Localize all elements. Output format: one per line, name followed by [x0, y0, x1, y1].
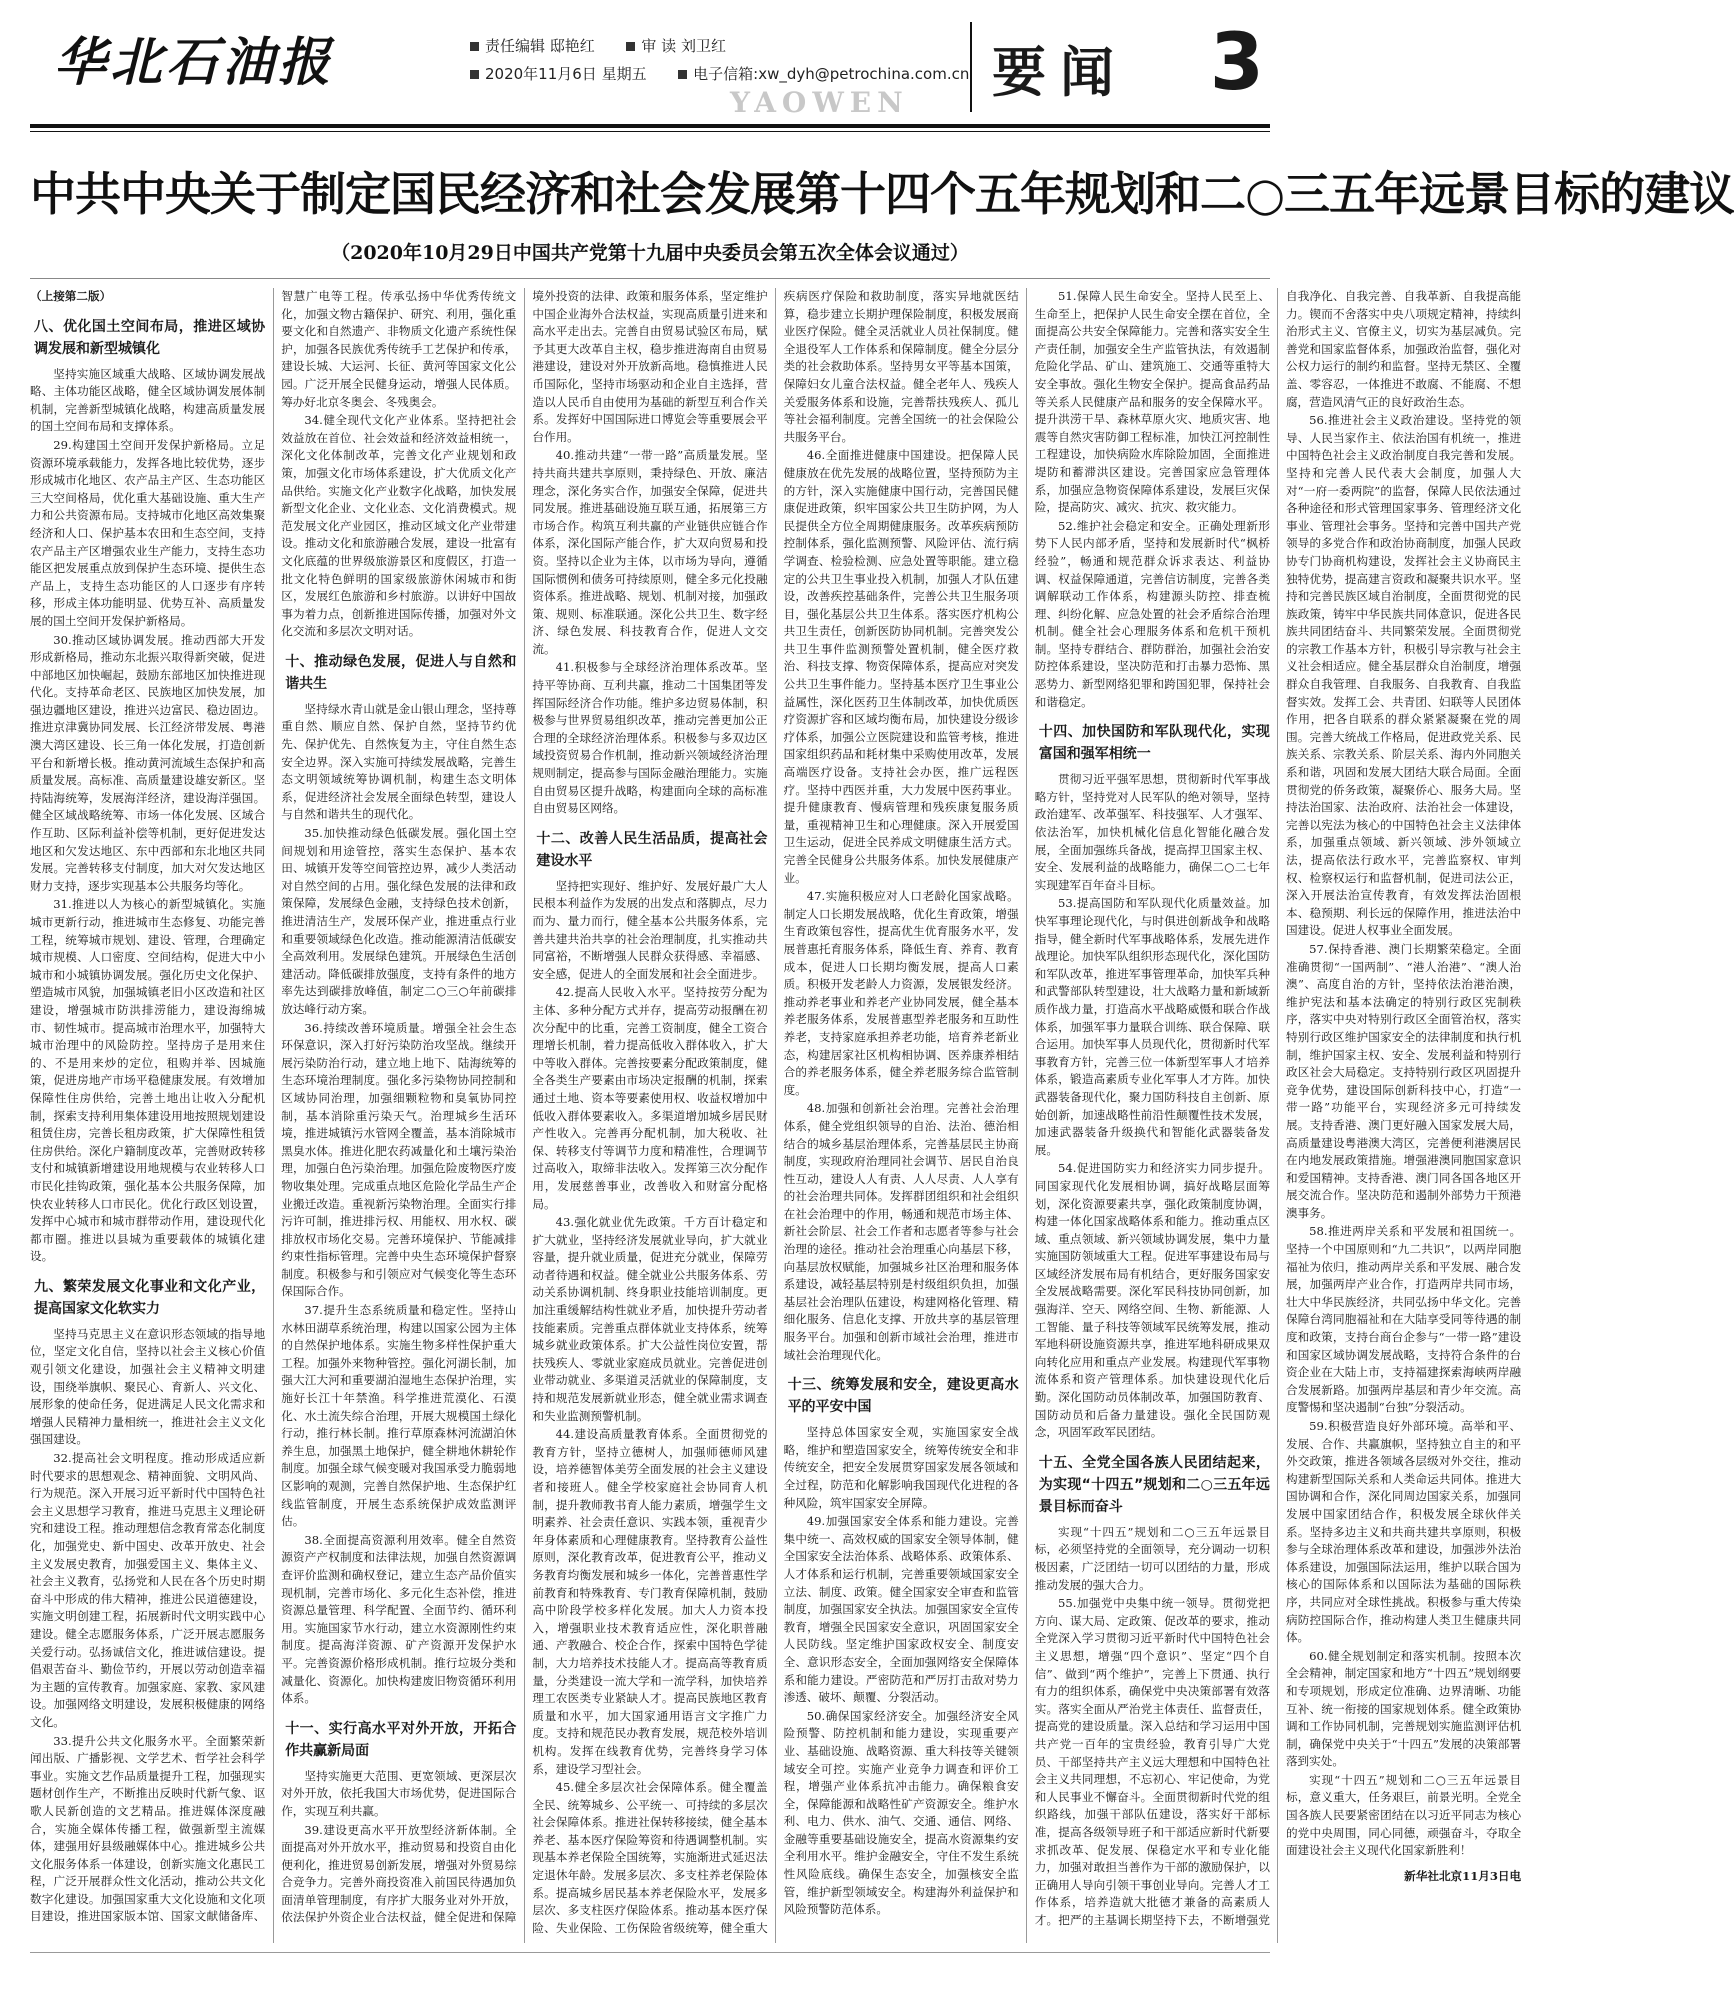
article-paragraph: 坚持总体国家安全观，实施国家安全战略，维护和塑造国家安全，统筹传统安全和非传统安全，把安全发展贯穿国家发展各领域和全过程，防范和化解影响我国现代化进程的各种风险，筑牢国家安全屏障。: [783, 1425, 1019, 1510]
article-paragraph: 36.持续改善环境质量。增强全社会生态环保意识，深入打好污染防治攻坚战。继续开展污染防治行动，建立地上地下、陆海统筹的生态环境治理制度。强化多污染物协同控制和区域协同治理，加强细颗粒物和臭氧协同控制，基本消除重污染天气。治理城乡生活环境，推进城镇污水管网全覆盖，基本消除城市黑臭水体。推进化肥农药减量化和土壤污染治理，加强白色污染治理。加强危险废物医疗废物收集处理。完成重点地区危险化学品生产企业搬迁改造。重视新污染物治理。全面实行排污许可制，推进排污权、用能权、用水权、碳排放权市场化交易。完善环境保护、节能减排约束性指标管理。完善中央生态环境保护督察制度。积极参与和引领应对气候变化等生态环保国际合作。: [281, 1020, 517, 1299]
section-heading: 九、繁荣发展文化事业和文化产业，提高国家文化软实力: [34, 1278, 266, 1317]
article-paragraph: 42.提高人民收入水平。坚持按劳分配为主体、多种分配方式并存，提高劳动报酬在初次分配中的比重，完善工资制度，健全工资合理增长机制，着力提高低收入群体收入，扩大中等收入群体。完善按要素分配政策制度，健全各类生产要素由市场决定报酬的机制，探索通过土地、资本等要素使用权、收益权增加中低收入群体要素收入。多渠道增加城乡居民财产性收入。完善再分配机制，加大税收、社保、转移支付等调节力度和精准性，合理调节过高收入，取缔非法收入。发挥第三次分配作用，发展慈善事业，改善收入和财富分配格局。: [532, 985, 768, 1211]
article-subhead: （2020年10月29日中国共产党第十九届中央委员会第五次全体会议通过）: [331, 242, 969, 264]
page-meta: [470, 32, 969, 88]
continued-note: （上接第二版）: [30, 289, 112, 303]
article-paragraph: 坚持马克思主义在意识形态领域的指导地位，坚定文化自信，坚持以社会主义核心价值观引领文化建设，加强社会主义精神文明建设，围绕举旗帜、聚民心、育新人、兴文化、展形象的使命任务，促进满足人民文化需求和增强人民精神力量相统一，推进社会主义文化强国建设。: [30, 1326, 266, 1447]
subhead-rule: [30, 278, 1270, 279]
masthead-rule-thin: [30, 131, 1270, 132]
footer-rule: [30, 1952, 1270, 1953]
article-paragraph: 53.提高国防和军队现代化质量效益。加快军事理论现代化，与时俱进创新战争和战略指导，健全新时代军事战略体系，发展先进作战理论。加快军队组织形态现代化，深化国防和军队改革，推进军事管理革命，加快军兵种和武警部队转型建设，壮大战略力量和新域新质作战力量，打造高水平战略威慑和联合作战体系，加强军事力量联合训练、联合保障、联合运用。加快军事人员现代化，贯彻新时代军事教育方针，完善三位一体新型军事人才培养体系，锻造高素质专业化军事人才方阵。加快武器装备现代化，聚力国防科技自主创新、原始创新，加速战略性前沿性颠覆性技术发展，加速武器装备升级换代和智能化武器装备发展。: [1034, 896, 1270, 1157]
article-paragraph: 31.推进以人为核心的新型城镇化。实施城市更新行动，推进城市生态修复、功能完善工程，统筹城市规划、建设、管理，合理确定城市规模、人口密度、空间结构，促进大中小城市和小城镇协调发展。强化历史文化保护、塑造城市风貌，加强城镇老旧小区改造和社区建设，增强城市防洪排涝能力，建设海绵城市、韧性城市。提高城市治理水平，加强特大城市治理中的风险防控。坚持房子是用来住的、不是用来炒的定位，租购并举、因城施策，促进房地产市场平稳健康发展。有效增加保障性住房供给，完善土地出让收入分配机制，探索支持利用集体建设用地按照规划建设租赁住房，完善长租房政策，扩大保障性租赁住房供给。深化户籍制度改革，完善财政转移支付和城镇新增建设用地规模与农业转移人口市民化挂钩政策，强化基本公共服务保障，加快农业转移人口市民化。优化行政区划设置，发挥中心城市和城市群带动作用，建设现代化都市圈。推进以县城为重要载体的城镇化建设。: [30, 897, 266, 1264]
article-paragraph: 30.推动区域协调发展。推动西部大开发形成新格局，推动东北振兴取得新突破，促进中部地区加快崛起，鼓励东部地区加快推进现代化。支持革命老区、民族地区加快发展，加强边疆地区建设，推进兴边富民、稳边固边。推进京津冀协同发展、长江经济带发展、粤港澳大湾区建设、长三角一体化发展，打造创新平台和新增长极。推动黄河流域生态保护和高质量发展。高标准、高质量建设雄安新区。坚持陆海统筹，发展海洋经济，建设海洋强国。健全区域战略统筹、市场一体化发展、区域合作互助、区际利益补偿等机制，更好促进发达地区和欠发达地区、东中西部和东北地区共同发展。完善转移支付制度，加大对欠发达地区财力支持，逐步实现基本公共服务均等化。: [30, 632, 266, 893]
square-bullet-icon: [626, 42, 635, 51]
article-paragraph: 57.保持香港、澳门长期繁荣稳定。全面准确贯彻“一国两制”、“港人治港”、“澳人治澳”、高度自治的方针，坚持依法治港治澳，维护宪法和基本法确定的特别行政区宪制秩序，落实中央对特别行政区全面管治权，落实特别行政区维护国家安全的法律制度和执行机制，维护国家主权、安全、发展利益和特别行政区社会大局稳定。支持特别行政区巩固提升竞争优势，建设国际创新科技中心，打造“一带一路”功能平台，实现经济多元可持续发展。支持香港、澳门更好融入国家发展大局，高质量建设粤港澳大湾区，完善便利港澳居民在内地发展政策措施。增强港澳同胞国家意识和爱国精神。支持香港、澳门同各国各地区开展交流合作。坚决防范和遏制外部势力干预港澳事务。: [1285, 941, 1522, 1220]
article-paragraph: 45.健全多层次社会保障体系。健全覆盖全民、统筹城乡、公平统一、可持续的多层次社会保障体系。推进社保转移接续，健全基本养老、基本医疗保险筹资和待遇调整机制。实现基本养老保险全国统筹，实施渐进式延迟法定退休年龄。发展多层次、多支柱养老保险体系。提高城乡居民基本养老保险水平，发展多层次、多支柱医疗保险体系。推动基本医疗保险、失业保险、工伤保险省级统筹，健全重大疾病医疗保险和救助制度，落实异地就医结算，稳步建立长期护理保险制度，积极发展商业医疗保险。健全灵活就业人员社保制度。健全退役军人工作体系和保障制度。健全分层分类的社会救助体系。坚持男女平等基本国策，保障妇女儿童合法权益。健全老年人、残疾人关爱服务体系和设施，完善帮扶残疾人、孤儿等社会福利制度。完善全国统一的社会保险公共服务平台。: [532, 289, 1019, 1935]
issue-date: 2020年11月6日 星期五: [485, 65, 647, 83]
newspaper-logo: 华北石油报: [54, 32, 335, 93]
section-heading: 十五、全党全国各族人民团结起来，为实现“十四五”规划和二○三五年远景目标而奋斗: [1038, 1454, 1270, 1515]
article-paragraph: 52.维护社会稳定和安全。正确处理新形势下人民内部矛盾，坚持和发展新时代“枫桥经验”，畅通和规范群众诉求表达、利益协调、权益保障通道，完善信访制度，完善各类调解联动工作体系，构建源头防控、排查梳理、纠纷化解、应急处置的社会矛盾综合治理机制。健全社会心理服务体系和危机干预机制。坚持专群结合、群防群治，加强社会治安防控体系建设，坚决防范和打击暴力恐怖、黑恶势力、新型网络犯罪和跨国犯罪，保持社会和谐稳定。: [1034, 518, 1270, 709]
article-body: [30, 288, 1522, 1943]
section-heading: 十一、实行高水平对外开放，开拓合作共赢新局面: [285, 1720, 517, 1759]
reviewer-name: 刘卫红: [680, 37, 726, 55]
article-paragraph: 坚持把实现好、维护好、发展好最广大人民根本利益作为发展的出发点和落脚点，尽力而为、量力而行，健全基本公共服务体系，完善共建共治共享的社会治理制度，扎实推动共同富裕，不断增强人民群众获得感、幸福感、安全感，促进人的全面发展和社会全面进步。: [532, 878, 768, 981]
article-paragraph: 38.全面提高资源利用效率。健全自然资源资产产权制度和法律法规，加强自然资源调查评价监测和确权登记，建立生态产品价值实现机制，完善市场化、多元化生态补偿，推进资源总量管理、科学配置、全面节约、循环利用。实施国家节水行动，建立水资源刚性约束制度。提高海洋资源、矿产资源开发保护水平。完善资源价格形成机制。推行垃圾分类和减量化、资源化。加快构建废旧物资循环利用体系。: [281, 1532, 517, 1706]
section-box: [970, 18, 1268, 112]
article-paragraph: 41.积极参与全球经济治理体系改革。坚持平等协商、互利共赢，推动二十国集团等发挥国际经济合作功能。维护多边贸易体制，积极参与世界贸易组织改革，推动完善更加公正合理的全球经济治理体系。积极参与多双边区域投资贸易合作机制，推动新兴领域经济治理规则制定，提高参与国际金融治理能力。实施自由贸易区提升战略，构建面向全球的高标准自由贸易区网络。: [532, 660, 768, 816]
article-signature: 新华社北京11月3日电: [1404, 1868, 1522, 1883]
section-heading: 十、推动绿色发展，促进人与自然和谐共生: [285, 653, 517, 692]
section-heading: 十二、改善人民生活品质，提高社会建设水平: [536, 830, 768, 869]
article-paragraph: 50.确保国家经济安全。加强经济安全风险预警、防控机制和能力建设，实现重要产业、基础设施、战略资源、重大科技等关键领域安全可控。实施产业竞争力调查和评价工程，增强产业体系抗冲击能力。确保粮食安全，保障能源和战略性矿产资源安全。维护水利、电力、供水、油气、交通、通信、网络、金融等重要基础设施安全，提高水资源集约安全利用水平。维护金融安全，守住不发生系统性风险底线。确保生态安全，加强核安全监管，维护新型领域安全。构建海外利益保护和风险预警防范体系。: [783, 1708, 1019, 1917]
section-heading: 八、优化国土空间布局，推进区域协调发展和新型城镇化: [34, 318, 266, 357]
article-paragraph: 54.促进国防实力和经济实力同步提升。同国家现代化发展相协调，搞好战略层面筹划，深化资源要素共享，强化政策制度协调，构建一体化国家战略体系和能力。推动重点区域、重点领域、新兴领域协调发展，集中力量实施国防领域重大工程。促进军事建设布局与区域经济发展布局有机结合，更好服务国家安全发展战略需要。深化军民科技协同创新，加强海洋、空天、网络空间、生物、新能源、人工智能、量子科技等领域军民统筹发展，推动军地科研设施资源共享，推进军地科研成果双向转化应用和重点产业发展。构建现代军事物流体系和资产管理体系。加快建设现代化后勤。深化国防动员体制改革，加强国防教育、国防动员和后备力量建设。强化全民国防观念，巩固军政军民团结。: [1034, 1161, 1270, 1440]
page-number: 3: [1209, 18, 1264, 108]
article-paragraph: 32.提高社会文明程度。推动形成适应新时代要求的思想观念、精神面貌、文明风尚、行为规范。深入开展习近平新时代中国特色社会主义思想学习教育，推进马克思主义理论研究和建设工程。推动理想信念教育常态化制度化，加强党史、新中国史、改革开放史、社会主义发展史教育，加强爱国主义、集体主义、社会主义教育，弘扬党和人民在各个历史时期奋斗中形成的伟大精神，推进公民道德建设，实施文明创建工程，拓展新时代文明实践中心建设。健全志愿服务体系，广泛开展志愿服务关爱行动。弘扬诚信文化，推进诚信建设。提倡艰苦奋斗、勤俭节约，开展以劳动创造幸福为主题的宣传教育。加强家庭、家教、家风建设。加强网络文明建设，发展积极健康的网络文化。: [30, 1451, 266, 1729]
section-heading: 十三、统筹发展和安全，建设更高水平的平安中国: [787, 1377, 1019, 1416]
article-paragraph: 58.推进两岸关系和平发展和祖国统一。坚持一个中国原则和“九二共识”，以两岸同胞福祉为依归，推动两岸关系和平发展、融合发展，加强两岸产业合作，打造两岸共同市场，壮大中华民族经济，共同弘扬中华文化。完善保障台湾同胞福祉和在大陆享受同等待遇的制度和政策，支持台商台企参与“一带一路”建设和国家区域协调发展战略，支持符合条件的台资企业在大陆上市，支持福建探索海峡两岸融合发展新路。加强两岸基层和青少年交流。高度警惕和坚决遏制“台独”分裂活动。: [1285, 1224, 1522, 1415]
email-label: 电子信箱:: [693, 65, 759, 83]
article-paragraph: 39.建设更高水平开放型经济新体制。全面提高对外开放水平，推动贸易和投资自由化便利化，推进贸易创新发展，增强对外贸易综合竞争力。完善外商投资准入前国民待遇加负面清单管理制度，有序扩大服务业对外开放，依法保护外资企业合法权益，健全促进和保障境外投资的法律、政策和服务体系，坚定维护中国企业海外合法权益，实现高质量引进来和高水平走出去。完善自由贸易试验区布局，赋予其更大改革自主权，稳步推进海南自由贸易港建设，建设对外开放新高地。稳慎推进人民币国际化，坚持市场驱动和企业自主选择，营造以人民币自由使用为基础的新型互利合作关系。发挥好中国国际进口博览会等重要展会平台作用。: [281, 289, 768, 1925]
editor-label: 责任编辑: [485, 37, 546, 55]
article-paragraph: 33.提升公共文化服务水平。全面繁荣新闻出版、广播影视、文学艺术、哲学社会科学事业。实施文艺作品质量提升工程，加强现实题材创作生产，不断推出反映时代新气象、讴歌人民新创造的文艺精品。推进媒体深度融合，实施全媒体传播工程，做强新型主流媒体，建强用好县级融媒体中心。推进城乡公共文化服务体系一体建设，创新实施文化惠民工程，广泛开展群众性文化活动，推动公共文化数字化建设。加强国家重大文化设施和文化项目建设，推进国家版本馆、国家文献储备库、智慧广电等工程。传承弘扬中华优秀传统文化，加强文物古籍保护、研究、利用，强化重要文化和自然遗产、非物质文化遗产系统性保护，加强各民族优秀传统手工艺保护和传承，建设长城、大运河、长征、黄河等国家文化公园。广泛开展全民健身运动，增强人民体质。筹办好北京冬奥会、冬残奥会。: [30, 289, 517, 1924]
article-paragraph: 46.全面推进健康中国建设。把保障人民健康放在优先发展的战略位置，坚持预防为主的方针，深入实施健康中国行动，完善国民健康促进政策，织牢国家公共卫生防护网，为人民提供全方位全周期健康服务。改革疾病预防控制体系，强化监测预警、风险评估、流行病学调查、检验检测、应急处置等职能。建立稳定的公共卫生事业投入机制，加强人才队伍建设，改善疾控基础条件，完善公共卫生服务项目，强化基层公共卫生体系。落实医疗机构公共卫生责任，创新医防协同机制。完善突发公共卫生事件监测预警处置机制，健全医疗救治、科技支撑、物资保障体系，提高应对突发公共卫生事件能力。坚持基本医疗卫生事业公益属性，深化医药卫生体制改革，加快优质医疗资源扩容和区域均衡布局，加快建设分级诊疗体系，加强公立医院建设和监管考核，推进国家组织药品和耗材集中采购使用改革，发展高端医疗设备。支持社会办医，推广远程医疗。坚持中西医并重，大力发展中医药事业。提升健康教育、慢病管理和残疾康复服务质量，重视精神卫生和心理健康。深入开展爱国卫生运动，促进全民养成文明健康生活方式。完善全民健身公共服务体系。加快发展健康产业。: [783, 448, 1019, 885]
article-paragraph: 60.健全规划制定和落实机制。按照本次全会精神，制定国家和地方“十四五”规划纲要和专项规划，形成定位准确、边界清晰、功能互补、统一衔接的国家规划体系。健全政策协调和工作协同机制，完善规划实施监测评估机制，确保党中央关于“十四五”发展的决策部署落到实处。: [1285, 1648, 1522, 1769]
article-paragraph: 47.实施积极应对人口老龄化国家战略。制定人口长期发展战略，优化生育政策，增强生育政策包容性，提高优生优育服务水平，发展普惠托育服务体系，降低生育、养育、教育成本，促进人口长期均衡发展，提高人口素质。积极开发老龄人力资源，发展银发经济。推动养老事业和养老产业协同发展，健全基本养老服务体系，发展普惠型养老服务和互助性养老，支持家庭承担养老功能，培育养老新业态，构建居家社区机构相协调、医养康养相结合的养老服务体系，健全养老服务综合监管制度。: [783, 889, 1019, 1097]
square-bullet-icon: [678, 70, 687, 79]
article-paragraph: 贯彻习近平强军思想，贯彻新时代军事战略方针，坚持党对人民军队的绝对领导，坚持政治建军、改革强军、科技强军、人才强军、依法治军，加快机械化信息化智能化融合发展，全面加强练兵备战，提高捍卫国家主权、安全、发展利益的战略能力，确保二○二七年实现建军百年奋斗目标。: [1034, 772, 1270, 892]
article-paragraph: 59.积极营造良好外部环境。高举和平、发展、合作、共赢旗帜，坚持独立自主的和平外交政策，推进各领域各层级对外交往，推动构建新型国际关系和人类命运共同体。推进大国协调和合作，深化同周边国家关系，加强同发展中国家团结合作，积极发展全球伙伴关系。坚持多边主义和共商共建共享原则，积极参与全球治理体系改革和建设，加强涉外法治体系建设，加强国际法运用，维护以联合国为核心的国际体系和以国际法为基础的国际秩序，共同应对全球性挑战。积极参与重大传染病防控国际合作，推动构建人类卫生健康共同体。: [1285, 1419, 1522, 1645]
section-heading: 十四、加快国防和军队现代化，实现富国和强军相统一: [1038, 724, 1270, 763]
article-paragraph: 坚持实施更大范围、更宽领域、更深层次对外开放，依托我国大市场优势，促进国际合作，实现互利共赢。: [281, 1768, 517, 1818]
article-paragraph: 43.强化就业优先政策。千方百计稳定和扩大就业，坚持经济发展就业导向，扩大就业容量，提升就业质量，促进充分就业，保障劳动者待遇和权益。健全就业公共服务体系、劳动关系协调机制、终身职业技能培训制度。更加注重缓解结构性就业矛盾，加快提升劳动者技能素质。完善重点群体就业支持体系，统筹城乡就业政策体系。扩大公益性岗位安置，帮扶残疾人、零就业家庭成员就业。完善促进创业带动就业、多渠道灵活就业的保障制度，支持和规范发展新就业形态，健全就业需求调查和失业监测预警机制。: [532, 1215, 768, 1423]
article-paragraph: 实现“十四五”规划和二○三五年远景目标，意义重大，任务艰巨，前景光明。全党全国各族人民要紧密团结在以习近平同志为核心的党中央周围，同心同德，顽强奋斗，夺取全面建设社会主义现代化国家新胜利！: [1285, 1772, 1522, 1858]
masthead-rule: [30, 124, 1270, 128]
article-paragraph: 40.推动共建“一带一路”高质量发展。坚持共商共建共享原则，秉持绿色、开放、廉洁理念，深化务实合作，加强安全保障，促进共同发展。推进基础设施互联互通，拓展第三方市场合作。构筑互利共赢的产业链供应链合作体系，深化国际产能合作，扩大双向贸易和投资。坚持以企业为主体，以市场为导向，遵循国际惯例和债务可持续原则，健全多元化投融资体系。推进战略、规划、机制对接，加强政策、规则、标准联通。深化公共卫生、数字经济、绿色发展、科技教育合作，促进人文交流。: [532, 448, 768, 656]
masthead: [30, 14, 1270, 126]
article-paragraph: 35.加快推动绿色低碳发展。强化国土空间规划和用途管控，落实生态保护、基本农田、城镇开发等空间管控边界，减少人类活动对自然空间的占用。强化绿色发展的法律和政策保障，发展绿色金融，支持绿色技术创新，推进清洁生产，发展环保产业，推进重点行业和重要领域绿色化改造。推动能源清洁低碳安全高效利用。发展绿色建筑。开展绿色生活创建活动。降低碳排放强度，支持有条件的地方率先达到碳排放峰值，制定二○三○年前碳排放达峰行动方案。: [281, 826, 517, 1016]
editor-name: 邸艳红: [549, 37, 595, 55]
article-paragraph: 56.推进社会主义政治建设。坚持党的领导、人民当家作主、依法治国有机统一，推进中国特色社会主义政治制度自我完善和发展。坚持和完善人民代表大会制度，加强人大对“一府一委两院”的监督，保障人民依法通过各种途径和形式管理国家事务、管理经济文化事业、管理社会事务。坚持和完善中国共产党领导的多党合作和政治协商制度，加强人民政协专门协商机构建设，发挥社会主义协商民主独特优势，提高建言资政和凝聚共识水平。坚持和完善民族区域自治制度，全面贯彻党的民族政策，铸牢中华民族共同体意识，促进各民族共同团结奋斗、共同繁荣发展。全面贯彻党的宗教工作基本方针，积极引导宗教与社会主义社会相适应。健全基层群众自治制度，增强群众自我管理、自我服务、自我教育、自我监督实效。发挥工会、共青团、妇联等人民团体作用，把各自联系的群众紧紧凝聚在党的周围。完善大统战工作格局，促进政党关系、民族关系、宗教关系、阶层关系、海内外同胞关系和谐，巩固和发展大团结大联合局面。全面贯彻党的侨务政策，凝聚侨心、服务大局。坚持法治国家、法治政府、法治社会一体建设，完善以宪法为核心的中国特色社会主义法律体系，加强重点领域、新兴领域、涉外领域立法，提高依法行政水平，完善监察权、审判权、检察权运行和监督机制，促进司法公正，深入开展法治宣传教育，有效发挥法治固根本、稳预期、利长远的保障作用，推进法治中国建设。促进人权事业全面发展。: [1285, 413, 1522, 938]
article-paragraph: 坚持绿水青山就是金山银山理念，坚持尊重自然、顺应自然、保护自然，坚持节约优先、保护优先、自然恢复为主，守住自然生态安全边界。深入实施可持续发展战略，完善生态文明领域统筹协调机制，构建生态文明体系，促进经济社会发展全面绿色转型，建设人与自然和谐共生的现代化。: [281, 701, 517, 822]
article-paragraph: 34.健全现代文化产业体系。坚持把社会效益放在首位、社会效益和经济效益相统一，深化文化体制改革，完善文化产业规划和政策，加强文化市场体系建设，扩大优质文化产品供给。实施文化产业数字化战略，加快发展新型文化企业、文化业态、文化消费模式。规范发展文化产业园区，推动区域文化产业带建设。推动文化和旅游融合发展，建设一批富有文化底蕴的世界级旅游景区和度假区，打造一批文化特色鲜明的国家级旅游休闲城市和街区，发展红色旅游和乡村旅游。以讲好中国故事为着力点，创新推进国际传播，加强对外文化交流和多层次文明对话。: [281, 413, 517, 639]
section-latin-name: YAOWEN: [730, 86, 909, 119]
reviewer-label: 审 读: [641, 37, 677, 55]
article-paragraph: 55.加强党中央集中统一领导。贯彻党把方向、谋大局、定政策、促改革的要求，推动全党深入学习贯彻习近平新时代中国特色社会主义思想，增强“四个意识”、坚定“四个自信”、做到“两个维护”，完善上下贯通、执行有力的组织体系，确保党中央决策部署有效落实。落实全面从严治党主体责任、监督责任，提高党的建设质量。深入总结和学习运用中国共产党一百年的宝贵经验，教育引导广大党员、干部坚持共产主义远大理想和中国特色社会主义共同理想，不忘初心、牢记使命，为党和人民事业不懈奋斗。全面贯彻新时代党的组织路线，加强干部队伍建设，落实好干部标准，提高各级领导班子和干部适应新时代新要求抓改革、促发展、保稳定水平和专业化能力，加强对敢担当善作为干部的激励保护，以正确用人导向引领干事创业导向。完善人才工作体系，培养造就大批德才兼备的高素质人才。把严的主基调长期坚持下去，不断增强党自我净化、自我完善、自我革新、自我提高能力。锲而不舍落实中央八项规定精神，持续纠治形式主义、官僚主义，切实为基层减负。完善党和国家监督体系，加强政治监督，强化对公权力运行的制约和监督。坚持无禁区、全覆盖、零容忍，一体推进不敢腐、不能腐、不想腐，营造风清气正的良好政治生态。: [1034, 289, 1522, 1927]
article-headline: 中共中央关于制定国民经济和社会发展第十四个五年规划和二○三五年远景目标的建议: [30, 167, 1734, 221]
article-paragraph: 44.建设高质量教育体系。全面贯彻党的教育方针，坚持立德树人，加强师德师风建设，培养德智体美劳全面发展的社会主义建设者和接班人。健全学校家庭社会协同育人机制，提升教师教书育人能力素质，增强学生文明素养、社会责任意识、实践本领，重视青少年身体素质和心理健康教育。坚持教育公益性原则，深化教育改革，促进教育公平，推动义务教育均衡发展和城乡一体化，完善普惠性学前教育和特殊教育、专门教育保障机制，鼓励高中阶段学校多样化发展。加大人力资本投入，增强职业技术教育适应性，深化职普融通、产教融合、校企合作，探索中国特色学徒制，大力培养技术技能人才。提高高等教育质量，分类建设一流大学和一流学科，加快培养理工农医类专业紧缺人才。提高民族地区教育质量和水平，加大国家通用语言文字推广力度。支持和规范民办教育发展，规范校外培训机构。发挥在线教育优势，完善终身学习体系，建设学习型社会。: [532, 1427, 768, 1776]
email-address[interactable]: xw_dyh@petrochina.com.cn: [758, 65, 970, 83]
square-bullet-icon: [470, 70, 479, 79]
article-paragraph: 48.加强和创新社会治理。完善社会治理体系，健全党组织领导的自治、法治、德治相结合的城乡基层治理体系，完善基层民主协商制度，实现政府治理同社会调节、居民自治良性互动，建设人人有责、人人尽责、人人享有的社会治理共同体。发挥群团组织和社会组织在社会治理中的作用，畅通和规范市场主体、新社会阶层、社会工作者和志愿者等参与社会治理的途径。推动社会治理重心向基层下移，向基层放权赋能，加强城乡社区治理和服务体系建设，减轻基层特别是村级组织负担，加强基层社会治理队伍建设，构建网格化管理、精细化服务、信息化支撑、开放共享的基层管理服务平台。加强和创新市域社会治理，推进市域社会治理现代化。: [783, 1101, 1019, 1362]
article-paragraph: 49.加强国家安全体系和能力建设。完善集中统一、高效权威的国家安全领导体制，健全国家安全法治体系、战略体系、政策体系、人才体系和运行机制，完善重要领域国家安全立法、制度、政策。健全国家安全审查和监管制度，加强国家安全执法。加强国家安全宣传教育，增强全民国家安全意识，巩固国家安全人民防线。坚定维护国家政权安全、制度安全、意识形态安全，全面加强网络安全保障体系和能力建设。严密防范和严厉打击敌对势力渗透、破坏、颠覆、分裂活动。: [783, 1514, 1019, 1705]
section-name: 要闻: [992, 41, 1128, 104]
square-bullet-icon: [470, 42, 479, 51]
article-paragraph: 实现“十四五”规划和二○三五年远景目标，必须坚持党的全面领导，充分调动一切积极因素，广泛团结一切可以团结的力量，形成推动发展的强大合力。: [1034, 1524, 1270, 1592]
article-paragraph: 37.提升生态系统质量和稳定性。坚持山水林田湖草系统治理，构建以国家公园为主体的自然保护地体系。实施生物多样性保护重大工程。加强外来物种管控。强化河湖长制，加强大江大河和重要湖泊湿地生态保护治理，实施好长江十年禁渔。科学推进荒漠化、石漠化、水土流失综合治理，开展大规模国土绿化行动，推行林长制。推行草原森林河流湖泊休养生息，加强黑土地保护，健全耕地休耕轮作制度。加强全球气候变暖对我国承受力脆弱地区影响的观测，完善自然保护地、生态保护红线监管制度，开展生态系统保护成效监测评估。: [281, 1303, 517, 1529]
article-paragraph: 51.保障人民生命安全。坚持人民至上、生命至上，把保护人民生命安全摆在首位，全面提高公共安全保障能力。完善和落实安全生产责任制，加强安全生产监管执法，有效遏制危险化学品、矿山、建筑施工、交通等重特大安全事故。强化生物安全保护。提高食品药品等关系人民健康产品和服务的安全保障水平。提升洪涝干旱、森林草原火灾、地质灾害、地震等自然灾害防御工程标准，加快江河控制性工程建设，加快病险水库除险加固，全面推进堤防和蓄滞洪区建设。完善国家应急管理体系，加强应急物资保障体系建设，发展巨灾保险，提高防灾、减灾、抗灾、救灾能力。: [1034, 289, 1270, 515]
article-paragraph: 29.构建国土空间开发保护新格局。立足资源环境承载能力，发挥各地比较优势，逐步形成城市化地区、农产品主产区、生态功能区三大空间格局，优化重大基础设施、重大生产力和公共资源布局。支持城市化地区高效集聚经济和人口、保护基本农田和生态空间，支持农产品主产区增强农业生产能力，支持生态功能区把发展重点放到保护生态环境、提供生态产品上，支持生态功能区的人口逐步有序转移，形成主体功能明显、优势互补、高质量发展的国土空间开发保护新格局。: [30, 437, 266, 628]
article-paragraph: 坚持实施区域重大战略、区域协调发展战略、主体功能区战略，健全区域协调发展体制机制，完善新型城镇化战略，构建高质量发展的国土空间布局和支撑体系。: [30, 366, 266, 434]
